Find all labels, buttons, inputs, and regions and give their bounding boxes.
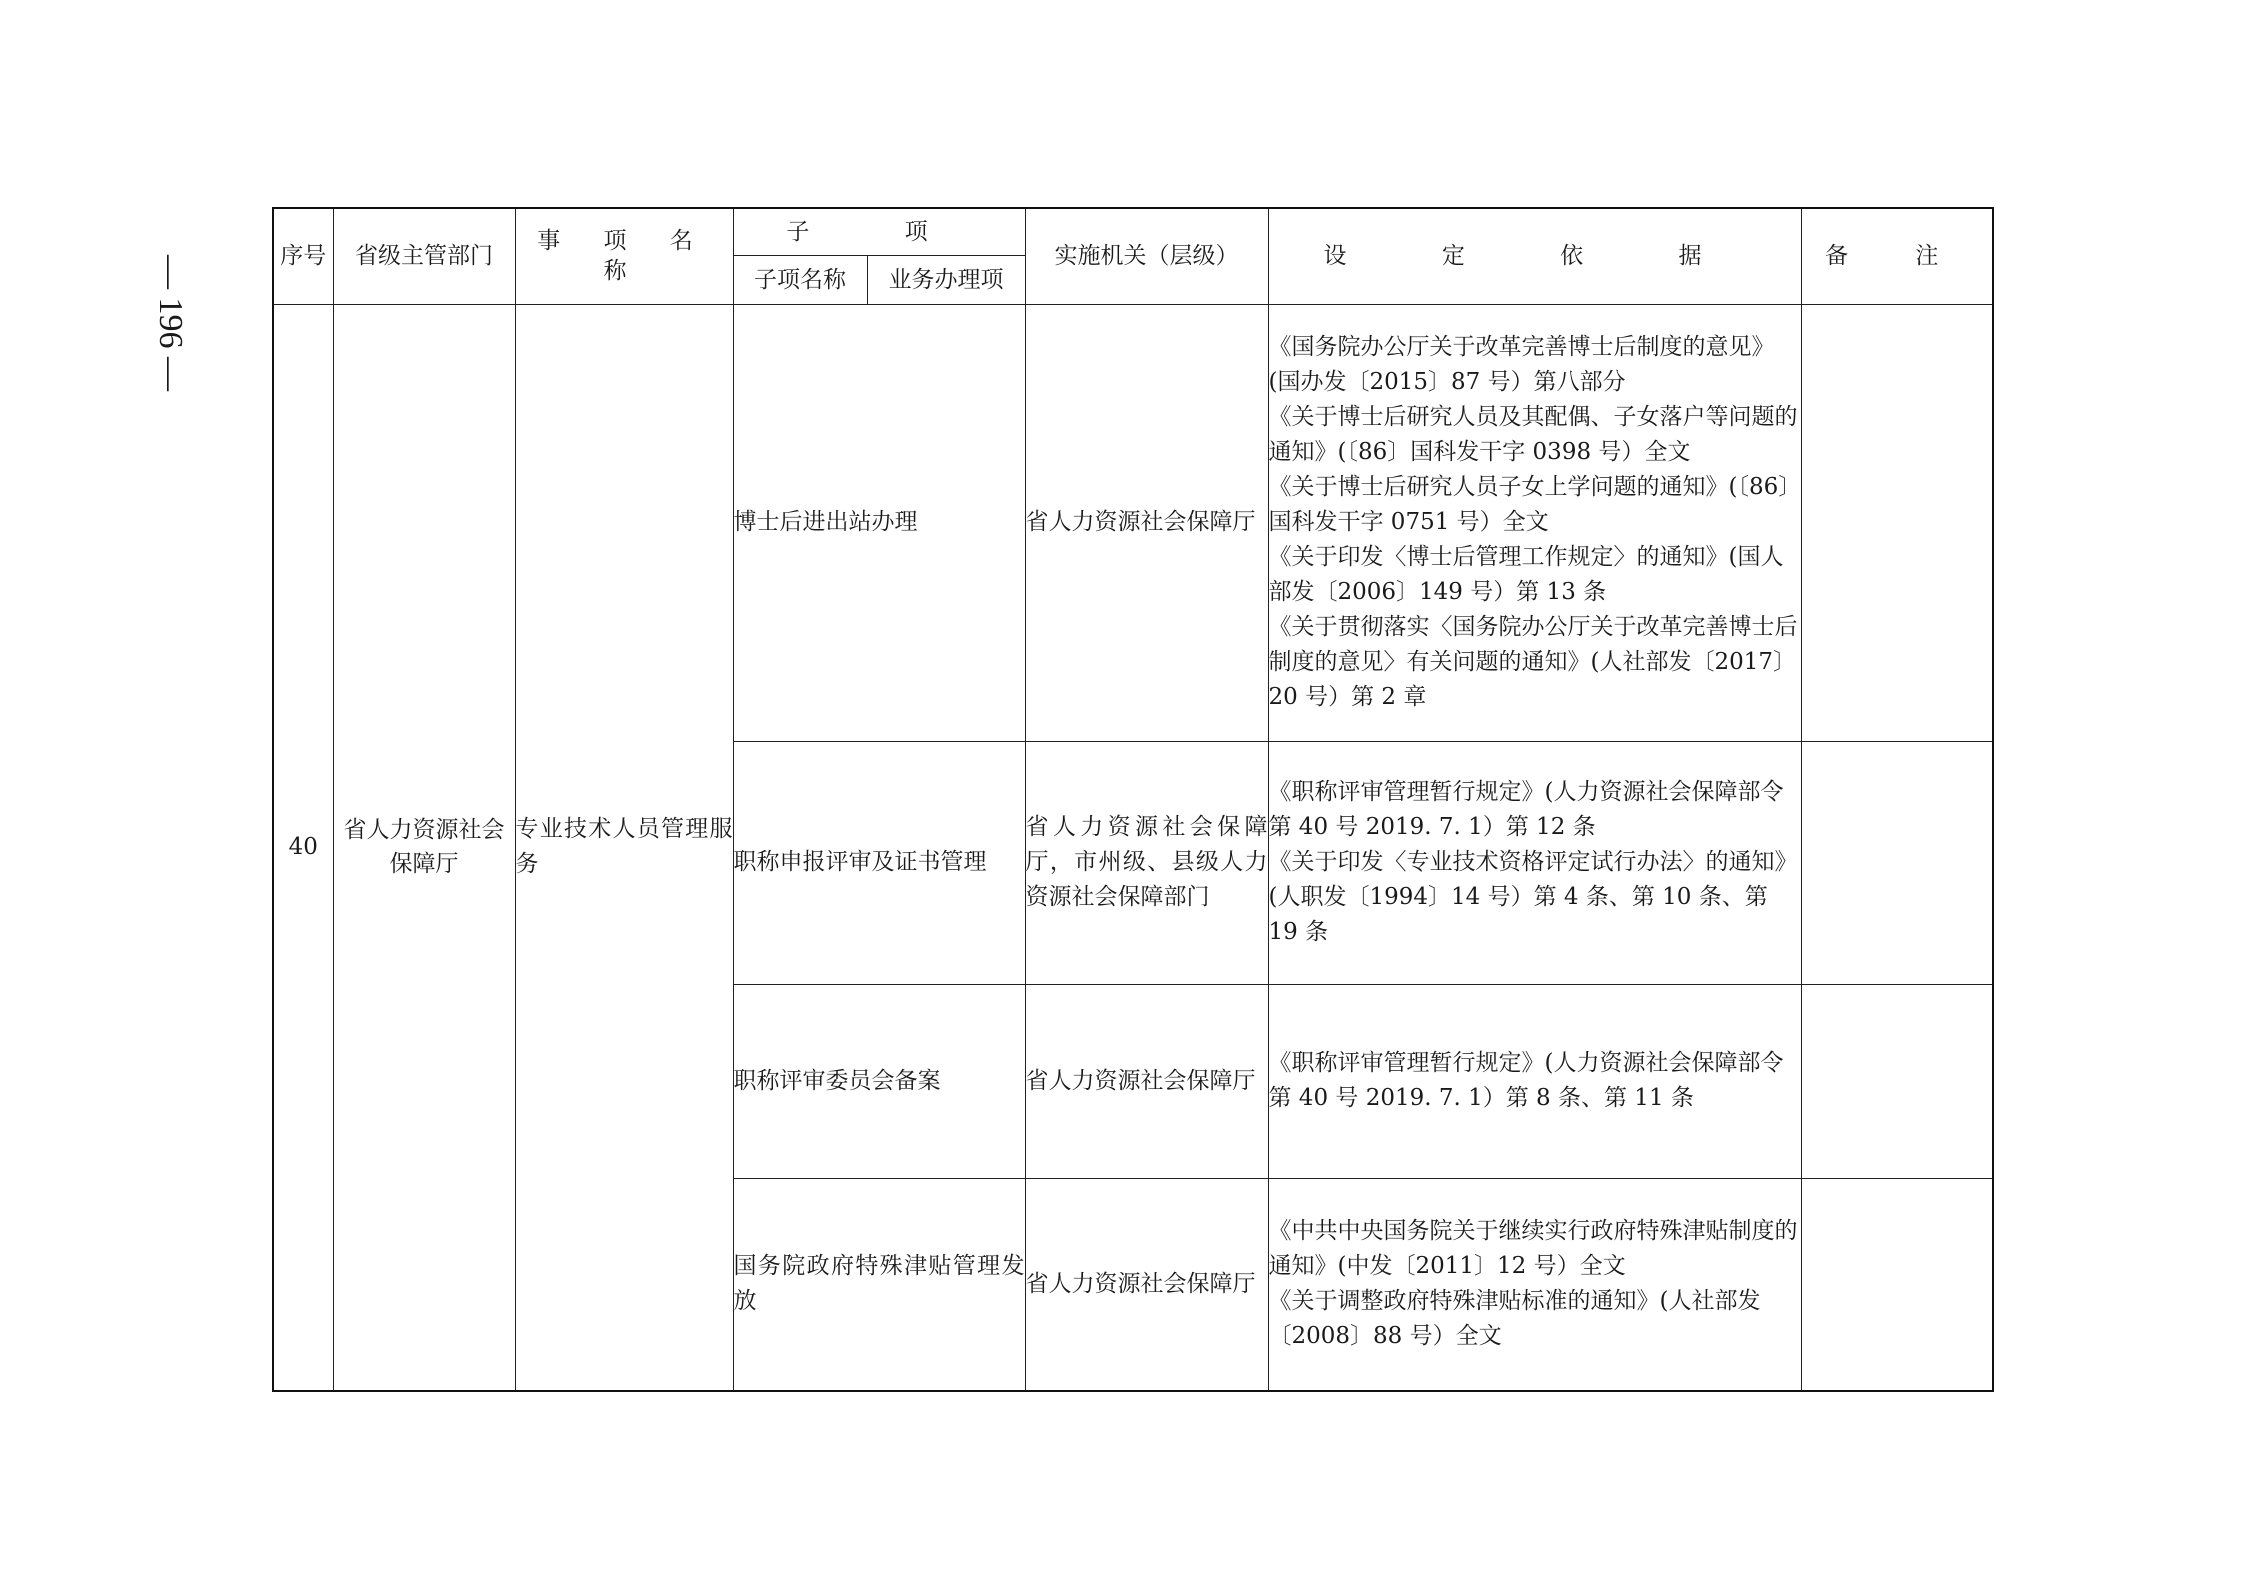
basis-line: 《职称评审管理暂行规定》(人力资源社会保障部令第 40 号 2019. 7. 1）第 8 条、第 11 条 bbox=[1268, 1050, 1784, 1111]
service-items-table bbox=[272, 207, 1994, 1392]
subitem-basis bbox=[1268, 741, 1801, 984]
header-basis: 设 定 依 据 bbox=[1268, 208, 1801, 304]
subitem-name: 国务院政府特殊津贴管理发放 bbox=[733, 1178, 1025, 1391]
basis-line: 《职称评审管理暂行规定》(人力资源社会保障部令第 40 号 2019. 7. 1）第 12 条 bbox=[1268, 779, 1784, 840]
row-dept: 省人力资源社会保障厅 bbox=[333, 304, 515, 1391]
subitem-remark bbox=[1801, 1178, 1993, 1391]
header-item-name: 事 项 名 称 bbox=[515, 208, 733, 304]
basis-line: 《中共中央国务院关于继续实行政府特殊津贴制度的通知》(中发〔2011〕12 号）全文 bbox=[1268, 1218, 1798, 1280]
subitem-agency: 省人力资源社会保障厅 bbox=[1025, 984, 1268, 1178]
subitem-remark bbox=[1801, 304, 1993, 741]
basis-line: 《关于调整政府特殊津贴标准的通知》(人社部发〔2008〕88 号）全文 bbox=[1268, 1288, 1761, 1350]
basis-line: 《关于博士后研究人员及其配偶、子女落户等问题的通知》(〔86〕国科发干字 0398 号）全文 bbox=[1268, 404, 1798, 465]
header-remark: 备 注 bbox=[1801, 208, 1993, 304]
subitem-name: 职称评审委员会备案 bbox=[733, 984, 1025, 1178]
basis-line: 《关于印发〈博士后管理工作规定〉的通知》(国人部发〔2006〕149 号）第 13 条 bbox=[1268, 544, 1784, 605]
subitem-basis bbox=[1268, 984, 1801, 1178]
basis-line: 《关于贯彻落实〈国务院办公厅关于改革完善博士后制度的意见〉有关问题的通知》(人社部发〔2017〕20 号）第 2 章 bbox=[1268, 614, 1798, 710]
basis-line: 《关于博士后研究人员子女上学问题的通知》(〔86〕国科发干字 0751 号）全文 bbox=[1268, 474, 1790, 535]
header-subitem-business: 业务办理项 bbox=[867, 255, 1025, 304]
header-agency: 实施机关（层级） bbox=[1025, 208, 1268, 304]
row-seq: 40 bbox=[273, 304, 333, 1391]
subitem-basis bbox=[1268, 304, 1801, 741]
subitem-agency: 省人力资源社会保障厅 bbox=[1025, 1178, 1268, 1391]
subitem-name: 职称申报评审及证书管理 bbox=[733, 741, 1025, 984]
table-row bbox=[273, 304, 1993, 741]
row-item-name: 专业技术人员管理服务 bbox=[515, 304, 733, 1391]
subitem-agency: 省人力资源社会保障厅 bbox=[1025, 304, 1268, 741]
subitem-name: 博士后进出站办理 bbox=[733, 304, 1025, 741]
subitem-agency: 省人力资源社会保障厅，市州级、县级人力资源社会保障部门 bbox=[1025, 741, 1268, 984]
header-seq: 序号 bbox=[273, 208, 333, 304]
header-subitem-name: 子项名称 bbox=[733, 255, 867, 304]
basis-line: 《国务院办公厅关于改革完善博士后制度的意见》(国办发〔2015〕87 号）第八部分 bbox=[1268, 334, 1775, 395]
header-dept: 省级主管部门 bbox=[333, 208, 515, 304]
subitem-remark bbox=[1801, 741, 1993, 984]
header-subitem-group: 子 项 bbox=[733, 208, 1025, 255]
subitem-remark bbox=[1801, 984, 1993, 1178]
page-number: — 196 — bbox=[152, 255, 189, 391]
basis-line: 《关于印发〈专业技术资格评定试行办法〉的通知》(人职发〔1994〕14 号）第 4 条、第 10 条、第 19 条 bbox=[1268, 849, 1798, 945]
subitem-basis bbox=[1268, 1178, 1801, 1391]
